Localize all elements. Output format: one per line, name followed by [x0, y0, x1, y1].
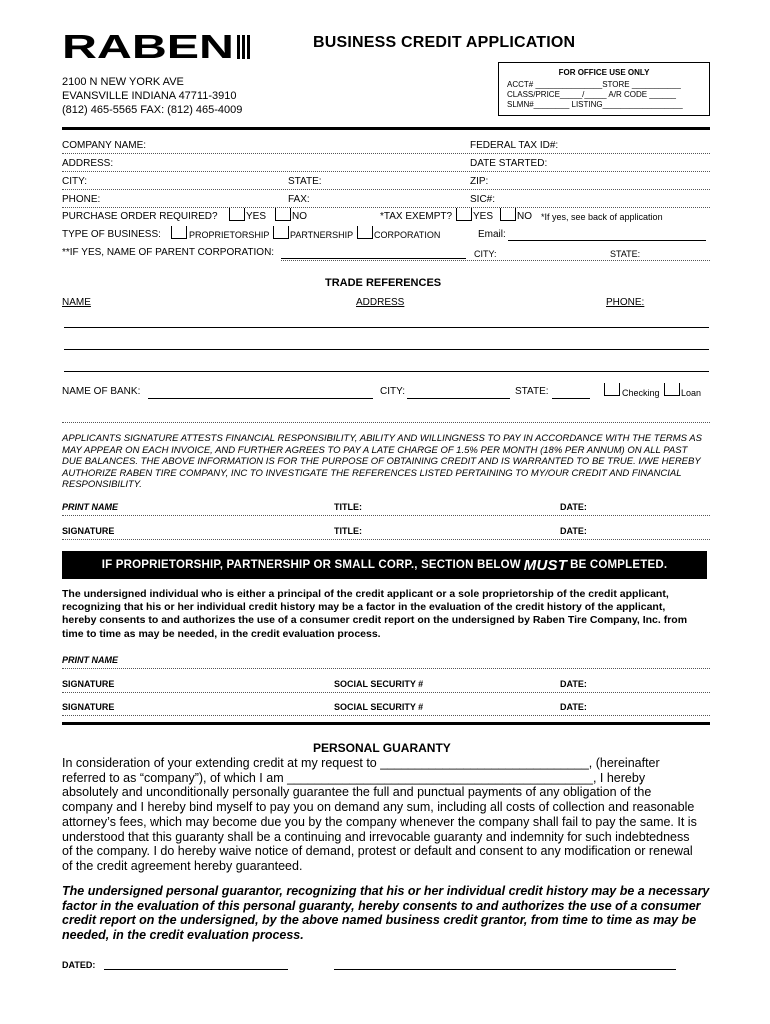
- banner-text-after: BE COMPLETED.: [570, 559, 668, 571]
- loan-label: Loan: [681, 388, 702, 398]
- parent-state-label: STATE:: [610, 249, 641, 259]
- checking-label: Checking: [622, 388, 660, 398]
- ref-phone-header: PHONE:: [606, 297, 645, 308]
- signature-label: SIGNATURE: [62, 526, 115, 536]
- undersigned-consent-text: The undersigned individual who is either a principal of the credit applicant or a sole proprietorship of the credit applicant, recognizing that his or her individual credit history may be a factor in the evaluation of the credit history of the applicant, hereby consents to and authorizes the use of a consumer credit report on the undersigned by Raben Tire Company, Inc. from time to time as may be needed, in the credit evaluation process.: [62, 588, 688, 640]
- bank-state-label: STATE:: [515, 386, 549, 397]
- bank-name-field[interactable]: [148, 398, 373, 399]
- ref-name-header: NAME: [62, 297, 91, 308]
- po-required-label: PURCHASE ORDER REQUIRED?: [62, 211, 218, 222]
- attestation-text: APPLICANTS SIGNATURE ATTESTS FINANCIAL RESPONSIBILITY, ABILITY AND WILLINGNESS TO PAY IN ACCORDANCE WITH THE TERMS AS MAY APPEAR ON EACH INVOICE, AND FURTHER AGREES TO PAY A LATE CHARGE OF 1.5% PER MONTH (18% PER ANNUM) ON ALL PAST DUE BALANCES. THE ABOVE INFORMATION IS FOR THE PURPOSE OF OBTAINING CREDIT AND IS WARRANTED TO BE TRUE. I/WE HEREBY AUTHORIZE RABEN TIRE COMPANY, INC TO INVESTIGATE THE REFERENCES LISTED PERTAINING TO MY/OUR CREDIT AND FINANCIAL RESPONSIBILITY.: [62, 433, 702, 491]
- signature-title-label: TITLE:: [334, 526, 362, 536]
- banner-must: MUST: [523, 556, 568, 574]
- phone-field[interactable]: [62, 207, 710, 208]
- address-label: ADDRESS:: [62, 158, 114, 169]
- office-use-title: FOR OFFICE USE ONLY: [558, 68, 650, 77]
- phone-fax-line: (812) 465-5565 FAX: (812) 465-4009: [62, 104, 243, 116]
- city-label: CITY:: [62, 176, 88, 187]
- date-label: DATE:: [560, 502, 587, 512]
- trade-references-title: TRADE REFERENCES: [325, 277, 442, 289]
- partnership-checkbox[interactable]: [273, 226, 288, 239]
- signature-field-2[interactable]: [62, 692, 710, 693]
- address-line-1: 2100 N NEW YORK AVE: [62, 76, 184, 88]
- signature-field-3[interactable]: [62, 715, 710, 716]
- loan-checkbox[interactable]: [664, 383, 679, 396]
- reference-line-1[interactable]: [64, 327, 709, 328]
- partnership-label: PARTNERSHIP: [290, 230, 354, 240]
- title-label: TITLE:: [334, 502, 362, 512]
- guaranty-body: In consideration of your extending credit at my request to ______________________________, (hereinafter referred to as “company”), of which I am ____________________________________________, I hereby absolutely and unconditionally personally guarantee the full and punctual payments of any obligation of the company and I hereby bind myself to pay you on demand any sum, including all costs of collection and reasonable attorney’s fees, which may become due you by the company whenever the company shall fail to pay the same. It is understood that this guaranty shall be a continuing and irrevocable guaranty and indemnity for such indebtedness of the company. I do hereby waive notice of demand, protest or default and consent to any modification or renewal of the credit agreement hereby guaranteed.: [62, 756, 697, 873]
- po-yes-checkbox[interactable]: [229, 208, 244, 221]
- company-name-label: COMPANY NAME:: [62, 140, 147, 151]
- guaranty-divider: [62, 722, 710, 725]
- tax-exempt-yes-checkbox[interactable]: [456, 208, 471, 221]
- company-name-field[interactable]: [62, 153, 710, 154]
- bank-name-label: NAME OF BANK:: [62, 386, 141, 397]
- email-label: Email:: [478, 229, 506, 240]
- print-name-field-2[interactable]: [62, 668, 710, 669]
- business-type-label: TYPE OF BUSINESS:: [62, 229, 161, 240]
- po-no-checkbox[interactable]: [275, 208, 290, 221]
- parent-corp-field[interactable]: [281, 258, 466, 259]
- checking-checkbox[interactable]: [604, 383, 619, 396]
- banner-text-before: IF PROPRIETORSHIP, PARTNERSHIP OR SMALL CORP., SECTION BELOW: [101, 559, 521, 571]
- phone-label: PHONE:: [62, 194, 101, 205]
- office-slmn-line[interactable]: SLMN#________ LISTING__________________: [507, 100, 683, 109]
- bank-state-field[interactable]: [552, 398, 590, 399]
- svg-text:RABEN: RABEN: [62, 32, 234, 62]
- date-label-3: DATE:: [560, 702, 587, 712]
- parent-corp-label: **IF YES, NAME OF PARENT CORPORATION:: [62, 247, 275, 258]
- tax-exempt-note: *If yes, see back of application: [541, 212, 663, 222]
- office-acct-line[interactable]: ACCT# _______________STORE ___________: [507, 80, 681, 89]
- email-field[interactable]: [508, 240, 706, 241]
- address-line-2: EVANSVILLE INDIANA 47711-3910: [62, 90, 237, 102]
- reference-line-2[interactable]: [64, 349, 709, 350]
- office-use-box: [498, 62, 710, 116]
- guaranty-consent: The undersigned personal guarantor, recognizing that his or her individual credit history may be a necessary factor in the evaluation of this personal guaranty, hereby consents to and authorizes the use of a consumer credit report on the undersigned, by the above named business credit grantor, from time to time as may be needed, in the credit evaluation process.: [62, 884, 710, 943]
- ssn-label-2: SOCIAL SECURITY #: [334, 702, 424, 712]
- print-name-label: PRINT NAME: [62, 502, 118, 512]
- print-name-label-2: PRINT NAME: [62, 655, 118, 665]
- ref-address-header: ADDRESS: [356, 297, 405, 308]
- dated-field[interactable]: [104, 969, 288, 970]
- signature-field[interactable]: [62, 539, 710, 540]
- tax-exempt-no-checkbox[interactable]: [500, 208, 515, 221]
- po-yes-label: YES: [246, 211, 267, 222]
- parent-city-label: CITY:: [474, 249, 497, 259]
- proprietorship-checkbox[interactable]: [171, 226, 186, 239]
- sic-label: SIC#:: [470, 194, 496, 205]
- po-no-label: NO: [292, 211, 307, 222]
- tax-exempt-label: *TAX EXEMPT?: [380, 211, 453, 222]
- page-title: BUSINESS CREDIT APPLICATION: [313, 34, 576, 51]
- guarantor-signature-field[interactable]: [334, 969, 676, 970]
- header-divider: [62, 127, 710, 130]
- city-field[interactable]: [62, 189, 710, 190]
- print-name-field[interactable]: [62, 515, 710, 516]
- reference-line-3[interactable]: [64, 371, 709, 372]
- tax-exempt-yes-label: YES: [473, 211, 494, 222]
- corporation-checkbox[interactable]: [357, 226, 372, 239]
- parent-corp-underline: [281, 260, 710, 261]
- office-class-line[interactable]: CLASS/PRICE_____/_____ A/R CODE ______: [507, 90, 676, 99]
- bank-city-label: CITY:: [380, 386, 406, 397]
- date-label-2: DATE:: [560, 679, 587, 689]
- zip-label: ZIP:: [470, 176, 489, 187]
- fax-label: FAX:: [288, 194, 310, 205]
- ssn-label: SOCIAL SECURITY #: [334, 679, 424, 689]
- state-label: STATE:: [288, 176, 322, 187]
- signature-label-2: SIGNATURE: [62, 679, 115, 689]
- corporation-label: CORPORATION: [374, 230, 441, 240]
- date-started-label: DATE STARTED:: [470, 158, 548, 169]
- federal-tax-label: FEDERAL TAX ID#:: [470, 140, 559, 151]
- tax-exempt-no-label: NO: [517, 211, 532, 222]
- raben-logo: [62, 32, 252, 62]
- signature-label-3: SIGNATURE: [62, 702, 115, 712]
- dated-label: DATED:: [62, 960, 96, 970]
- signature-date-label: DATE:: [560, 526, 587, 536]
- guaranty-title: PERSONAL GUARANTY: [313, 741, 451, 755]
- bank-city-field[interactable]: [407, 398, 510, 399]
- proprietorship-label: PROPRIETORSHIP: [189, 230, 270, 240]
- section-divider-1: [62, 422, 710, 423]
- address-field[interactable]: [62, 171, 710, 172]
- section-banner: [62, 551, 707, 579]
